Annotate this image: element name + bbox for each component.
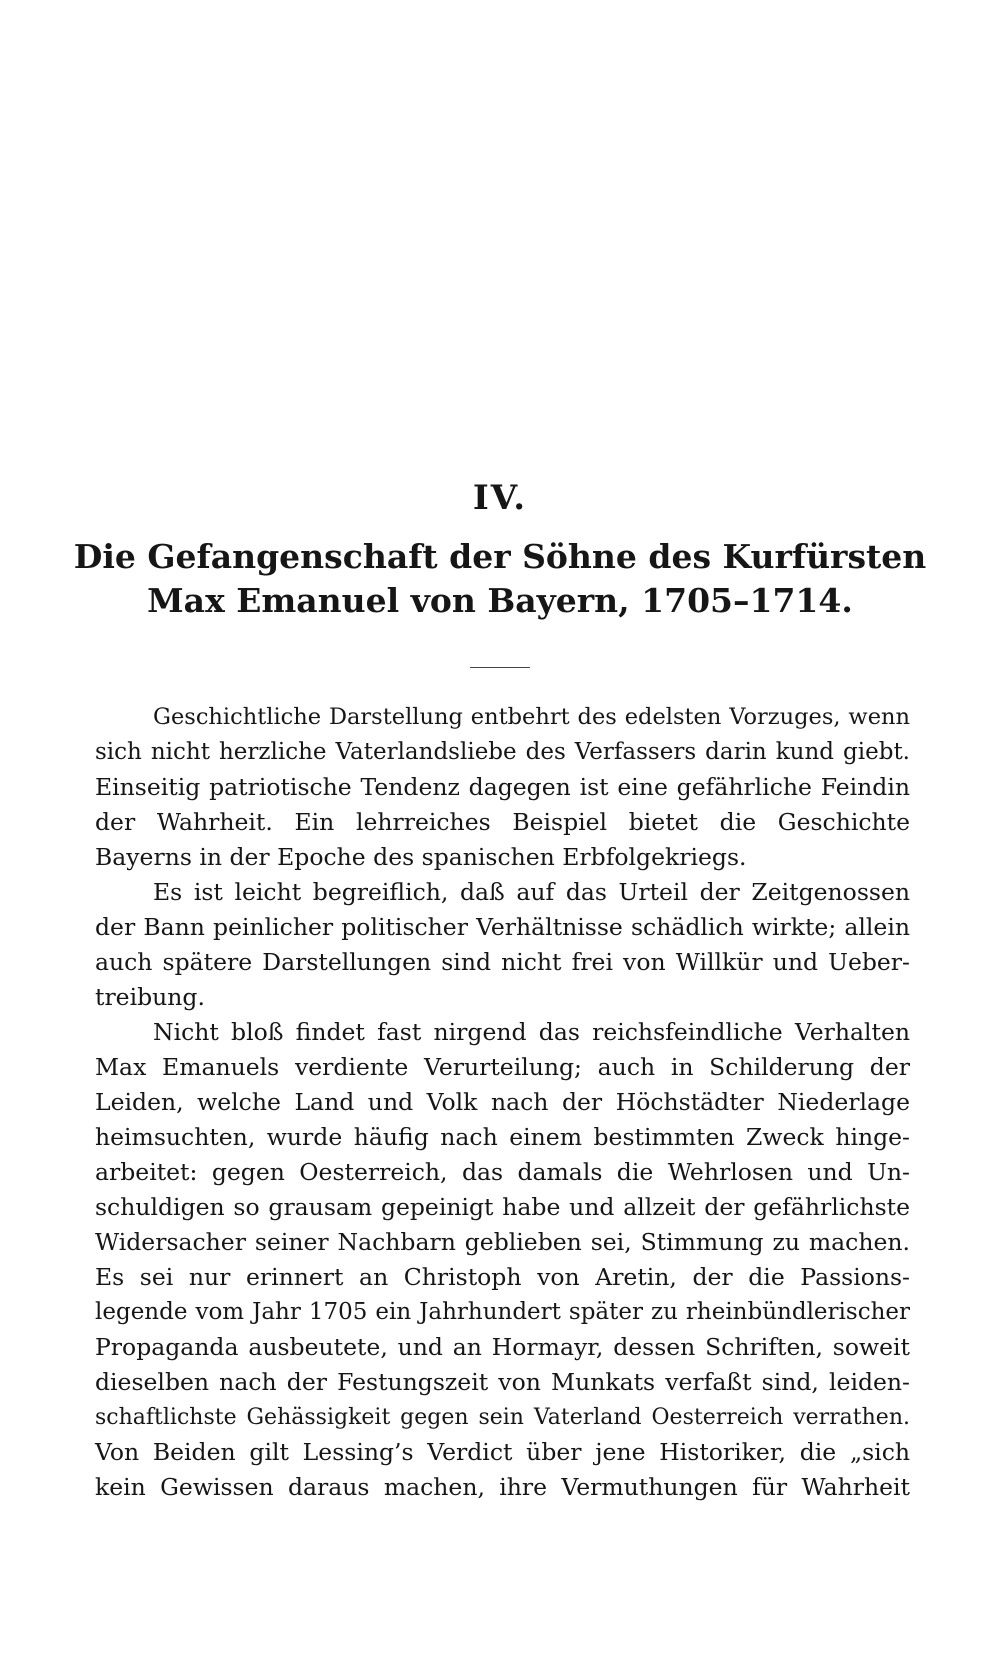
title-divider-rule bbox=[470, 667, 530, 668]
text-line: legende vom Jahr 1705 ein Jahrhundert später zu rheinbündlerischer bbox=[95, 1299, 910, 1325]
text-line: arbeitet: gegen Oesterreich, das damals die Wehrlosen und Un- bbox=[95, 1158, 910, 1186]
text-line: treibung. bbox=[95, 983, 205, 1011]
text-line: Von Beiden gilt Lessing’s Verdict über jene Historiker, die „sich bbox=[95, 1438, 910, 1466]
text-line: auch spätere Darstellungen sind nicht frei von Willkür und Ueber- bbox=[95, 948, 910, 976]
text-line: Einseitig patriotische Tendenz dagegen ist eine gefährliche Feindin bbox=[95, 773, 910, 801]
text-line: Es ist leicht begreiflich, daß auf das Urteil der Zeitgenossen bbox=[153, 878, 910, 906]
text-line: der Wahrheit. Ein lehrreiches Beispiel bietet die Geschichte bbox=[95, 808, 910, 836]
text-line: dieselben nach der Festungszeit von Munkats verfaßt sind, leiden- bbox=[95, 1368, 910, 1396]
text-line: Leiden, welche Land und Volk nach der Höchstädter Niederlage bbox=[95, 1088, 910, 1116]
text-line: Bayerns in der Epoche des spanischen Erbfolgekriegs. bbox=[95, 843, 747, 871]
body-text bbox=[95, 700, 910, 1505]
text-line: schaftlichste Gehässigkeit gegen sein Vaterland Oesterreich verrathen. bbox=[95, 1405, 910, 1430]
text-line: heimsuchten, wurde häufig nach einem bestimmten Zweck hinge- bbox=[95, 1123, 910, 1151]
text-line: Nicht bloß findet fast nirgend das reichsfeindliche Verhalten bbox=[153, 1018, 910, 1046]
text-line: Widersacher seiner Nachbarn geblieben sei, Stimmung zu machen. bbox=[95, 1228, 910, 1256]
text-line: der Bann peinlicher politischer Verhältnisse schädlich wirkte; allein bbox=[95, 913, 910, 941]
chapter-title-line-2: Max Emanuel von Bayern, 1705–1714. bbox=[147, 581, 853, 620]
chapter-title-line-1: Die Gefangenschaft der Söhne des Kurfürsten bbox=[73, 537, 927, 576]
text-line: Max Emanuels verdiente Verurteilung; auch in Schilderung der bbox=[95, 1053, 910, 1081]
text-line: sich nicht herzliche Vaterlandsliebe des Verfassers darin kund giebt. bbox=[95, 739, 910, 765]
text-line: Propaganda ausbeutete, und an Hormayr, dessen Schriften, soweit bbox=[95, 1333, 910, 1361]
text-line: Geschichtliche Darstellung entbehrt des edelsten Vorzuges, wenn bbox=[153, 704, 910, 730]
text-line: kein Gewissen daraus machen, ihre Vermuthungen für Wahrheit bbox=[95, 1473, 910, 1501]
text-line: schuldigen so grausam gepeinigt habe und allzeit der gefährlichste bbox=[95, 1193, 910, 1221]
chapter-numeral: IV. bbox=[472, 478, 528, 518]
text-line: Es sei nur erinnert an Christoph von Aretin, der die Passions- bbox=[95, 1263, 910, 1291]
